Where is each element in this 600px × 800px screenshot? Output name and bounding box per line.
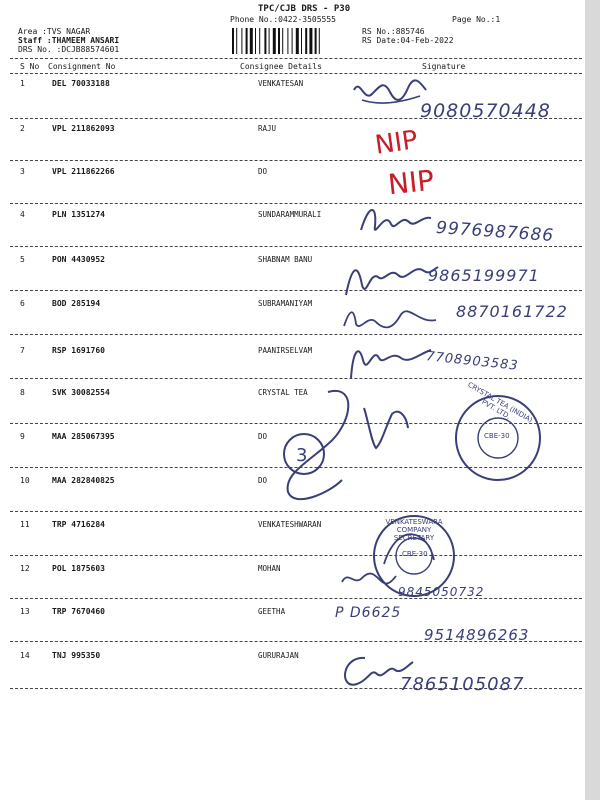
row-divider	[10, 160, 582, 161]
row-divider	[10, 467, 582, 468]
row-consignment: PON 4430952	[52, 255, 105, 264]
row-sno: 14	[20, 651, 30, 660]
row-divider	[10, 246, 582, 247]
row-consignment: VPL 211862266	[52, 167, 115, 176]
row-consignee: SUBRAMANIYAM	[258, 299, 313, 308]
row-consignee: CRYSTAL TEA	[258, 388, 308, 397]
row-divider	[10, 378, 582, 379]
handwritten-phone: 9080570448	[420, 100, 551, 122]
handwritten-phone: 8870161722	[456, 302, 568, 321]
row-sno: 2	[20, 124, 25, 133]
header-rule-bottom	[10, 73, 582, 74]
table-row	[0, 520, 585, 558]
handwritten-phone: 9976987686	[435, 217, 555, 247]
stamp-text: CRYSTAL TEA (INDIA) PVT. LTD.	[466, 380, 534, 425]
row-consignee: RAJU	[258, 124, 277, 133]
rs-date: RS Date:04-Feb-2022	[362, 36, 454, 45]
row-sno: 10	[20, 476, 30, 485]
row-sno: 9	[20, 432, 25, 441]
col-signature: Signature	[422, 62, 466, 71]
table-row	[0, 564, 585, 602]
row-consignment: PLN 1351274	[52, 210, 105, 219]
stamp-text: CBE-30	[484, 432, 510, 440]
row-divider	[10, 290, 582, 291]
row-consignee: DO	[258, 167, 268, 176]
row-consignee: SHABNAM BANU	[258, 255, 313, 264]
row-sno: 4	[20, 210, 25, 219]
row-consignee: PAANIRSELVAM	[258, 346, 313, 355]
row-consignment: TNJ 995350	[52, 651, 101, 660]
page-number: Page No.:1	[452, 15, 501, 24]
handwritten-phone: 9865199971	[428, 266, 540, 285]
stamp-text: CBE-30	[402, 550, 428, 558]
row-consignment: VPL 211862093	[52, 124, 115, 133]
drs-number: DRS No. :DCJB88574601	[18, 45, 120, 54]
header-rule-top	[10, 58, 582, 59]
row-consignee: MOHAN	[258, 564, 281, 573]
row-sno: 1	[20, 79, 25, 88]
row-divider	[10, 334, 582, 335]
row-consignment: DEL 70033188	[52, 79, 110, 88]
row-consignment: MAA 285067395	[52, 432, 115, 441]
handwritten-phone: 7865105087	[400, 674, 525, 695]
staff-label: Staff :THAMEEM ANSARI	[18, 36, 120, 45]
handwritten-phone: 9514896263	[424, 626, 530, 644]
row-sno: 11	[20, 520, 30, 529]
row-consignee: DO	[258, 432, 268, 441]
handwritten-phone: 7708903583	[425, 349, 520, 374]
area-label: Area :TVS NAGAR	[18, 27, 91, 36]
barcode	[230, 28, 354, 54]
table-row	[0, 124, 585, 162]
row-consignee: SUNDARAMMURALI	[258, 210, 322, 219]
handwritten-note: NIP	[373, 125, 420, 161]
row-divider	[10, 511, 582, 512]
row-consignment: BOD 285194	[52, 299, 101, 308]
row-consignee: DO	[258, 476, 268, 485]
row-sno: 12	[20, 564, 30, 573]
col-sno: S No	[20, 62, 40, 71]
row-consignment: SVK 30082554	[52, 388, 110, 397]
row-consignee: VENKATESAN	[258, 79, 304, 88]
handwritten-ref: P D6625	[335, 605, 402, 621]
row-consignee: GURURAJAN	[258, 651, 299, 660]
row-sno: 5	[20, 255, 25, 264]
row-consignment: RSP 1691760	[52, 346, 105, 355]
handwritten-mark: 3	[296, 445, 308, 466]
row-divider	[10, 203, 582, 204]
row-consignment: TRP 4716284	[52, 520, 105, 529]
row-sno: 3	[20, 167, 25, 176]
handwritten-phone: 9845050732	[398, 585, 485, 599]
handwritten-note: NIP	[386, 163, 436, 202]
row-sno: 6	[20, 299, 25, 308]
row-consignment: MAA 282840825	[52, 476, 115, 485]
row-consignee: VENKATESHWARAN	[258, 520, 322, 529]
row-sno: 13	[20, 607, 30, 616]
table-row	[0, 167, 585, 205]
rs-number: RS No.:885746	[362, 27, 425, 36]
row-divider	[10, 423, 582, 424]
row-sno: 7	[20, 346, 25, 355]
row-consignee: GEETHA	[258, 607, 286, 616]
col-consignee: Consignee Details	[240, 62, 322, 71]
stamp-text: VENKATESWARA COMPANY SECRETARY	[385, 518, 443, 542]
row-divider	[10, 555, 582, 556]
phone-number: Phone No.:0422-3505555	[230, 15, 336, 24]
document-title: TPC/CJB DRS - P30	[258, 4, 351, 14]
col-consignment: Consignment No	[48, 62, 116, 71]
table-row	[0, 476, 585, 514]
row-consignment: TRP 7670460	[52, 607, 105, 616]
row-consignment: POL 1875603	[52, 564, 105, 573]
row-sno: 8	[20, 388, 25, 397]
row-divider	[10, 598, 582, 599]
